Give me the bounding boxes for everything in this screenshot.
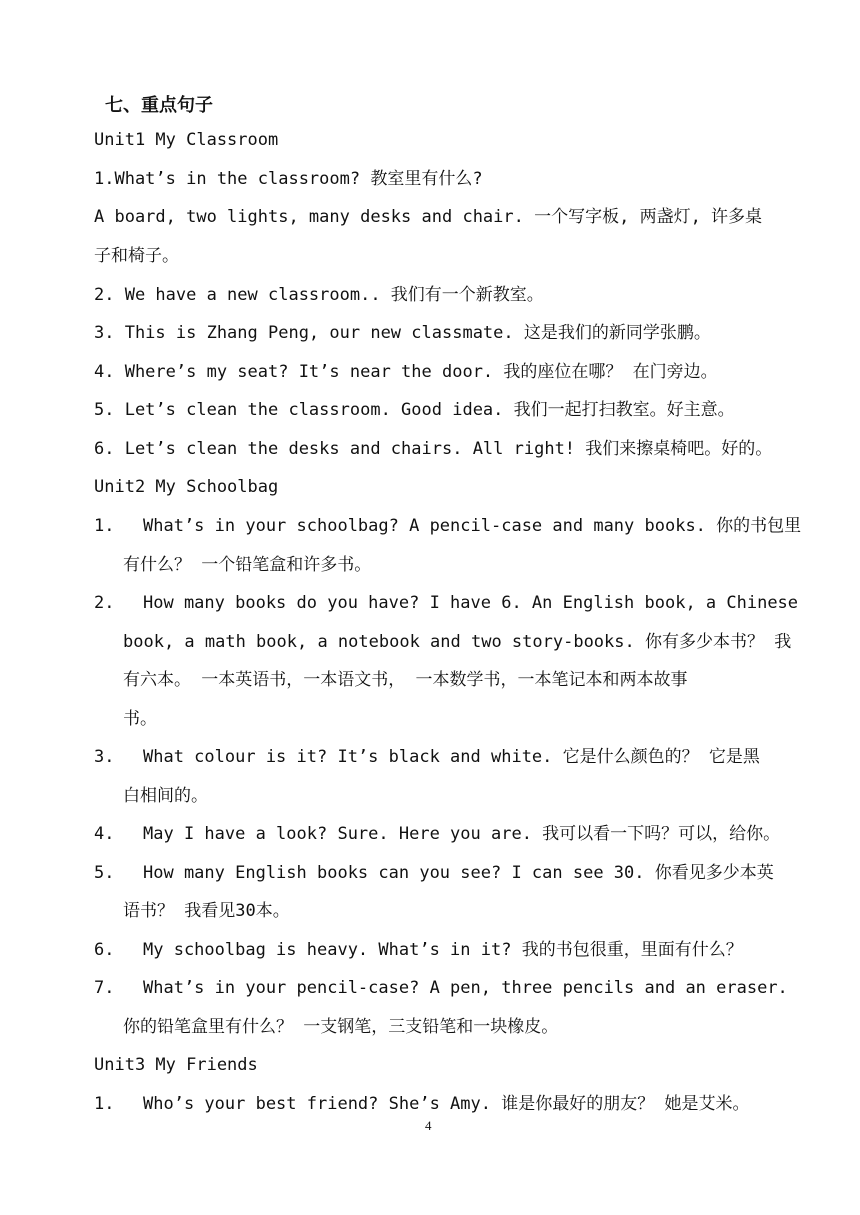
unit2-item-2-cont-2: 有六本。 一本英语书，一本语文书， 一本数学书，一本笔记本和两本故事 bbox=[123, 670, 688, 690]
unit2-item-5-cont: 语书？ 我看见30本。 bbox=[123, 901, 290, 921]
unit2-item-6-text: My schoolbag is heavy. What’s in it? 我的书包很重，里面有什么？ bbox=[143, 940, 743, 960]
unit2-item-3-number: 3. bbox=[94, 747, 115, 767]
unit2-item-7-number: 7. bbox=[94, 978, 115, 998]
unit3-item-1-number: 1. bbox=[94, 1094, 115, 1114]
unit1-line-6: 4. Where’s my seat? It’s near the door. 我的座位在哪？ 在门旁边。 bbox=[94, 362, 718, 382]
unit1-line-4: 2. We have a new classroom.. 我们有一个新教室。 bbox=[94, 285, 544, 305]
unit1-line-5: 3. This is Zhang Peng, our new classmate. 这是我们的新同学张鹏。 bbox=[94, 323, 711, 343]
unit1-line-2: A board, two lights, many desks and chair. 一个写字板, 两盏灯, 许多桌 bbox=[94, 207, 763, 227]
unit3-item-1-text: Who’s your best friend? She’s Amy. 谁是你最好的朋友？ 她是艾米。 bbox=[143, 1094, 750, 1114]
unit2-item-2-cont-3: 书。 bbox=[123, 709, 157, 729]
unit2-item-1-text: What’s in your schoolbag? A pencil-case and many books. 你的书包里 bbox=[143, 516, 802, 536]
unit2-item-1-number: 1. bbox=[94, 516, 115, 536]
unit1-line-8: 6. Let’s clean the desks and chairs. All right! 我们来擦桌椅吧。好的。 bbox=[94, 439, 773, 459]
unit2-item-3-cont: 白相间的。 bbox=[123, 786, 208, 806]
unit2-item-7-cont: 你的铅笔盒里有什么？ 一支钢笔，三支铅笔和一块橡皮。 bbox=[123, 1017, 559, 1037]
unit2-item-3-text: What colour is it? It’s black and white. 它是什么颜色的？ 它是黑 bbox=[143, 747, 760, 767]
unit3-title: Unit3 My Friends bbox=[94, 1055, 258, 1075]
unit1-line-3: 子和椅子。 bbox=[94, 246, 179, 266]
unit2-item-6-number: 6. bbox=[94, 940, 115, 960]
unit2-item-5-number: 5. bbox=[94, 863, 115, 883]
unit2-item-2-text: How many books do you have? I have 6. An English book, a Chinese bbox=[143, 593, 799, 613]
unit2-title: Unit2 My Schoolbag bbox=[94, 477, 279, 497]
unit2-item-5-text: How many English books can you see? I can see 30. 你看见多少本英 bbox=[143, 863, 774, 883]
section-heading: 七、重点句子 bbox=[105, 95, 213, 116]
unit1-line-7: 5. Let’s clean the classroom. Good idea. 我们一起打扫教室。好主意。 bbox=[94, 400, 735, 420]
unit2-item-2-cont-1: book, a math book, a notebook and two story-books. 你有多少本书？ 我 bbox=[123, 632, 792, 652]
unit1-line-1: 1.What’s in the classroom? 教室里有什么? bbox=[94, 169, 483, 189]
unit2-item-1-cont: 有什么？ 一个铅笔盒和许多书。 bbox=[123, 555, 372, 575]
page-number: 4 bbox=[425, 1118, 432, 1133]
unit1-title: Unit1 My Classroom bbox=[94, 130, 279, 150]
unit2-item-4-number: 4. bbox=[94, 824, 115, 844]
unit2-item-4-text: May I have a look? Sure. Here you are. 我可以看一下吗？可以，给你。 bbox=[143, 824, 781, 844]
unit2-item-7-text: What’s in your pencil-case? A pen, three pencils and an eraser. bbox=[143, 978, 788, 998]
unit2-item-2-number: 2. bbox=[94, 593, 115, 613]
